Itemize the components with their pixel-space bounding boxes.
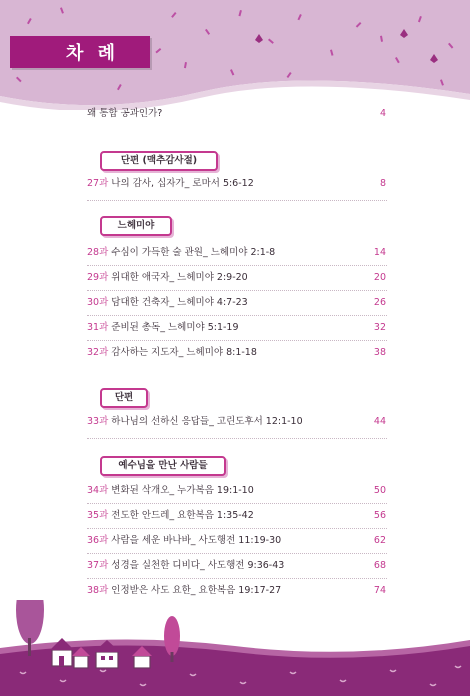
toc-row[interactable]: 29과 위대한 애국자_ 느헤미야 2:9-20 [87, 272, 248, 283]
lesson-number: 28과 [87, 247, 109, 258]
toc-intro[interactable] [87, 106, 387, 122]
divider [87, 528, 387, 529]
lesson-title: 변화된 삭개오 [111, 485, 170, 496]
lesson-number: 34과 [87, 485, 109, 496]
page-number: 68 [373, 560, 386, 571]
lesson-reference: 느헤미야 2:9-20 [177, 272, 248, 283]
footer-illustration [0, 600, 470, 696]
lesson-number: 36과 [87, 535, 109, 546]
lesson-number: 30과 [87, 297, 109, 308]
lesson-reference: 누가복음 19:1-10 [177, 485, 254, 496]
lesson-title: 사람을 세운 바나바 [111, 535, 191, 546]
lesson-number: 27과 [87, 178, 109, 189]
page-title: 차 례 [10, 36, 150, 68]
divider [87, 200, 387, 201]
lesson-reference: 로마서 5:6-12 [192, 178, 254, 189]
lesson-number: 35과 [87, 510, 109, 521]
lesson-title: 수심이 가득한 술 관원 [111, 247, 203, 258]
page-number: 50 [373, 485, 386, 496]
section-label-short-story: 단편 (맥추감사절) [100, 151, 218, 171]
divider [87, 578, 387, 579]
lesson-number: 31과 [87, 322, 109, 333]
toc-row[interactable]: 33과 하나님의 선하신 응답들_ 고린도후서 12:1-10 [87, 416, 303, 427]
page-number: 44 [373, 416, 386, 427]
section-label-short-story: 단편 [100, 388, 148, 408]
lesson-title: 성경을 실천한 디비다 [111, 560, 200, 571]
lesson-title: 담대한 건축자 [111, 297, 170, 308]
page-number: 56 [373, 510, 386, 521]
lesson-reference: 사도행전 9:36-43 [207, 560, 285, 571]
divider [87, 553, 387, 554]
page-number: 14 [373, 247, 386, 258]
page-number: 8 [379, 178, 386, 189]
intro-page: 4 [379, 108, 386, 119]
page-number: 26 [373, 297, 386, 308]
section-label-nehemiah: 느헤미야 [100, 216, 172, 236]
page-number: 20 [373, 272, 386, 283]
divider [87, 340, 387, 341]
lesson-reference: 느헤미야 4:7-23 [177, 297, 248, 308]
lesson-reference: 느헤미야 8:1-18 [186, 347, 257, 358]
lesson-reference: 느헤미야 2:1-8 [210, 247, 276, 258]
section-label-people-met-jesus: 예수님을 만난 사람들 [100, 456, 226, 476]
toc-row[interactable]: 31과 준비된 총독_ 느헤미야 5:1-19 [87, 322, 239, 333]
lesson-reference: 요한복음 1:35-42 [177, 510, 254, 521]
page-number: 32 [373, 322, 386, 333]
lesson-title: 인정받은 사도 요한 [111, 585, 191, 596]
lesson-title: 위대한 애국자 [111, 272, 170, 283]
toc-row[interactable]: 30과 담대한 건축자_ 느헤미야 4:7-23 [87, 297, 248, 308]
lesson-reference: 사도행전 11:19-30 [198, 535, 282, 546]
lesson-number: 38과 [87, 585, 109, 596]
divider [87, 438, 387, 439]
lesson-title: 전도한 안드레 [111, 510, 170, 521]
toc-row[interactable]: 28과 수심이 가득한 술 관원_ 느헤미야 2:1-8 [87, 247, 276, 258]
lesson-title: 하나님의 선하신 응답들 [111, 416, 210, 427]
lesson-title: 준비된 총독 [111, 322, 161, 333]
lesson-reference: 고린도후서 12:1-10 [216, 416, 303, 427]
page-number: 74 [373, 585, 386, 596]
toc-row[interactable]: 35과 전도한 안드레_ 요한복음 1:35-42 [87, 510, 254, 521]
lesson-number: 33과 [87, 416, 109, 427]
toc-row[interactable]: 27과 나의 감사, 십자가_ 로마서 5:6-12 [87, 178, 254, 189]
intro-title: 왜 통합 공과인가? [87, 108, 163, 119]
toc-row[interactable]: 38과 인정받은 사도 요한_ 요한복음 19:17-27 [87, 585, 282, 596]
divider [87, 265, 387, 266]
page-number: 62 [373, 535, 386, 546]
lesson-number: 32과 [87, 347, 109, 358]
divider [87, 315, 387, 316]
divider [87, 290, 387, 291]
toc-row[interactable]: 37과 성경을 실천한 디비다_ 사도행전 9:36-43 [87, 560, 285, 571]
lesson-reference: 요한복음 19:17-27 [198, 585, 282, 596]
lesson-number: 37과 [87, 560, 109, 571]
toc-row[interactable]: 36과 사람을 세운 바나바_ 사도행전 11:19-30 [87, 535, 282, 546]
toc-row[interactable]: 32과 감사하는 지도자_ 느헤미야 8:1-18 [87, 347, 257, 358]
divider [87, 503, 387, 504]
toc-row[interactable]: 34과 변화된 삭개오_ 누가복음 19:1-10 [87, 485, 254, 496]
page-number: 38 [373, 347, 386, 358]
lesson-title: 감사하는 지도자 [111, 347, 179, 358]
lesson-title: 나의 감사, 십자가 [111, 178, 185, 189]
lesson-number: 29과 [87, 272, 109, 283]
lesson-reference: 느헤미야 5:1-19 [167, 322, 239, 333]
